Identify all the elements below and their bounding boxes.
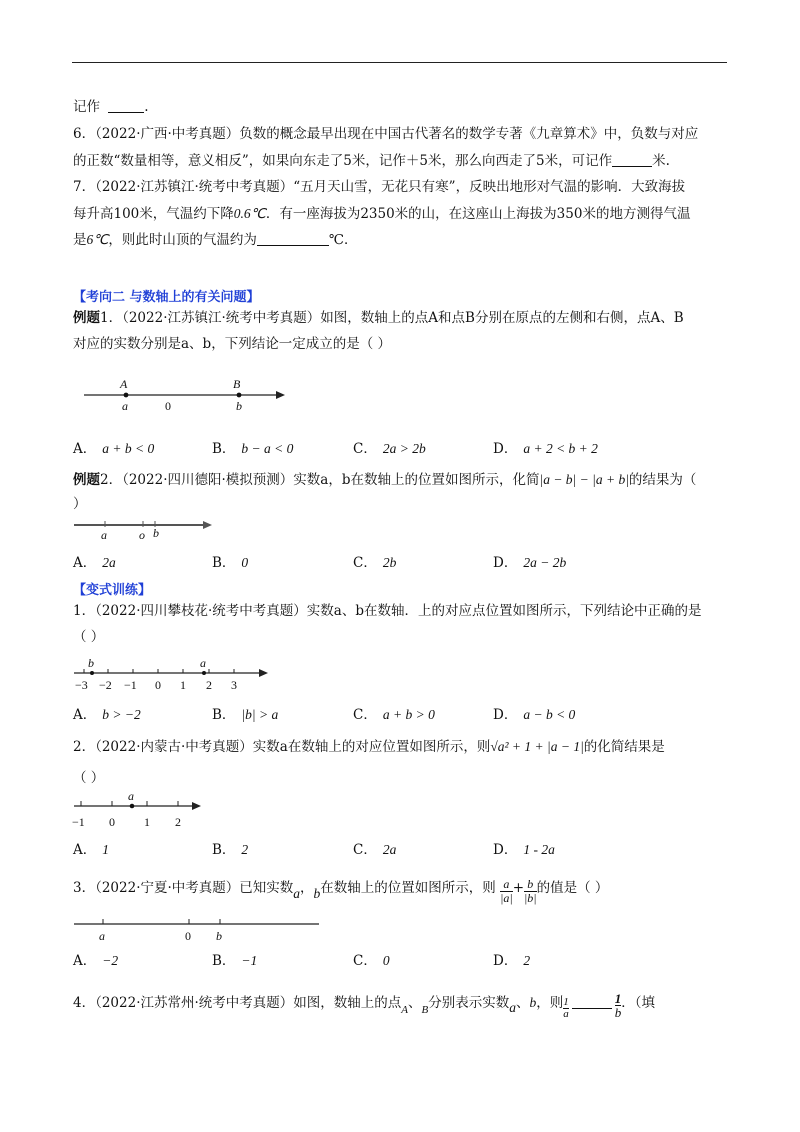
v3-number-line xyxy=(72,914,324,944)
v1-number-line xyxy=(72,656,272,692)
v2-option-b[interactable]: B． 2 xyxy=(212,842,249,858)
ex1-line2: 对应的实数分别是a、b，下列结论一定成立的是（ ） xyxy=(73,336,391,352)
answer-blank xyxy=(612,152,652,167)
v3-option-c[interactable]: C． 0 xyxy=(353,953,390,969)
tick-label: 0 xyxy=(109,815,115,829)
point-a-label: A xyxy=(120,377,128,391)
tick-label: −2 xyxy=(99,678,112,692)
q6-line1: 6．（2022·广西·中考真题）负数的概念最早出现在中国古代著名的数学专著《九章算术》中，负数与对应 xyxy=(73,126,699,142)
tick-label: 2 xyxy=(206,678,212,692)
value-a-label: a xyxy=(99,929,105,943)
ex1-option-b[interactable]: B． b − a < 0 xyxy=(212,441,294,457)
v3-option-b[interactable]: B． −1 xyxy=(212,953,258,969)
q5-tail: 记作 . xyxy=(73,99,149,115)
v2-option-d[interactable]: D． 1 - 2a xyxy=(493,842,555,858)
v2-line1: 2．（2022·内蒙古·中考真题）实数a在数轴上的对应位置如图所示，则√a² + 1 + |a − 1|的化简结果是 xyxy=(73,739,665,755)
fraction-b: $\frac{b}{|b|}$ xyxy=(524,877,537,905)
v1-option-c[interactable]: C． a + b > 0 xyxy=(353,707,435,723)
ex1-line1: 例题1．（2022·江苏镇江·统考中考真题）如图，数轴上的点A和点B分别在原点的左侧和右侧，点A、B xyxy=(73,310,684,326)
ex1-option-d[interactable]: D． a + 2 < b + 2 xyxy=(493,441,598,457)
v1-option-b[interactable]: B． |b| > a xyxy=(212,707,279,723)
ex1-option-a[interactable]: A． a + b < 0 xyxy=(73,441,155,457)
value-a-label: a xyxy=(101,528,107,542)
fraction-a: $\frac{a}{|a|}$ xyxy=(500,877,513,905)
v4-line1: 4．（2022·江苏常州·统考中考真题）如图，数轴上的点$_A$、$_B$分别表示实数a、b，则 $\frac{1}{a}$ $\frac{1}{b}$ ．（填 xyxy=(73,991,655,1020)
answer-blank xyxy=(257,231,329,246)
tick-label: −3 xyxy=(75,678,88,692)
value-a-label: a xyxy=(122,399,128,413)
v2-option-c[interactable]: C． 2a xyxy=(353,842,397,858)
ex2-option-c[interactable]: C． 2b xyxy=(353,555,397,571)
v3-option-d[interactable]: D． 2 xyxy=(493,953,531,969)
v1-line2: （ ） xyxy=(73,629,105,645)
tick-label: 0 xyxy=(155,678,161,692)
fraction-1-over-a: $\frac{1}{a}$ xyxy=(563,996,569,1020)
value-a-label: a xyxy=(200,656,206,670)
v2-option-a[interactable]: A． 1 xyxy=(73,842,109,858)
value-b-label: b xyxy=(236,399,242,413)
answer-blank xyxy=(572,994,612,1009)
tick-label: 1 xyxy=(180,678,186,692)
v3-line1: 3．（2022·宁夏·中考真题）已知实数a，b在数轴上的位置如图所示，则 $\frac{a}{|a|}$ + $\frac{b}{|b|}$ 的值是（ ） xyxy=(73,877,609,905)
v1-line1: 1．（2022·四川攀枝花·统考中考真题）实数a、b在数轴．上的对应点位置如图所示，下列结论中正确的是 xyxy=(73,603,702,619)
tick-label: 3 xyxy=(231,678,237,692)
ex2-number-line xyxy=(72,515,220,545)
point-b-label: B xyxy=(233,377,241,391)
ex2-line2: ） xyxy=(73,496,87,512)
section-heading: 【变式训练】 xyxy=(73,583,152,598)
origin-label: o xyxy=(139,528,145,542)
origin-label: 0 xyxy=(165,399,171,413)
q6-line2: 的正数“数量相等，意义相反”，如果向东走了5米，记作＋5米，那么向西走了5米，可记作 米. xyxy=(73,153,670,169)
answer-blank xyxy=(108,98,144,113)
ex2-option-d[interactable]: D． 2a − 2b xyxy=(493,555,567,571)
v1-option-a[interactable]: A． b > −2 xyxy=(73,707,141,723)
section-heading: 【考向二 与数轴上的有关问题】 xyxy=(73,290,260,305)
fraction-1-over-b: $\frac{1}{b}$ xyxy=(614,991,622,1020)
value-a-label: a xyxy=(128,789,134,803)
v3-option-a[interactable]: A． −2 xyxy=(73,953,119,969)
v2-line2: （ ） xyxy=(73,770,105,786)
ex2-option-b[interactable]: B． 0 xyxy=(212,555,249,571)
ex1-option-c[interactable]: C． 2a > 2b xyxy=(353,441,426,457)
value-b-label: b xyxy=(216,929,222,943)
tick-label: 1 xyxy=(144,815,150,829)
tick-label: 2 xyxy=(175,815,181,829)
q7-line3: 是6℃，则此时山顶的气温约为 ℃． xyxy=(73,232,358,248)
q7-line2: 每升高100米，气温约下降0.6℃．有一座海拔为2350米的山，在这座山上海拔为350米的地方测得气温 xyxy=(73,206,691,222)
value-b-label: b xyxy=(153,526,159,540)
ex2-line1: 例题2．（2022·四川德阳·模拟预测）实数a，b在数轴上的位置如图所示，化简|a − b| − |a + b|的结果为（ xyxy=(73,472,697,488)
tick-label: −1 xyxy=(124,678,137,692)
header-rule xyxy=(72,62,727,63)
v2-number-line xyxy=(72,790,212,830)
tick-label: −1 xyxy=(72,815,85,829)
ex1-number-line xyxy=(80,344,290,416)
ex2-option-a[interactable]: A． 2a xyxy=(73,555,116,571)
origin-label: 0 xyxy=(185,929,191,943)
q7-line1: 7．（2022·江苏镇江·统考中考真题）“五月天山雪，无花只有寒”，反映出地形对气温的影响．大致海拔 xyxy=(73,179,686,195)
value-b-label: b xyxy=(88,656,94,670)
v1-option-d[interactable]: D． a − b < 0 xyxy=(493,707,576,723)
